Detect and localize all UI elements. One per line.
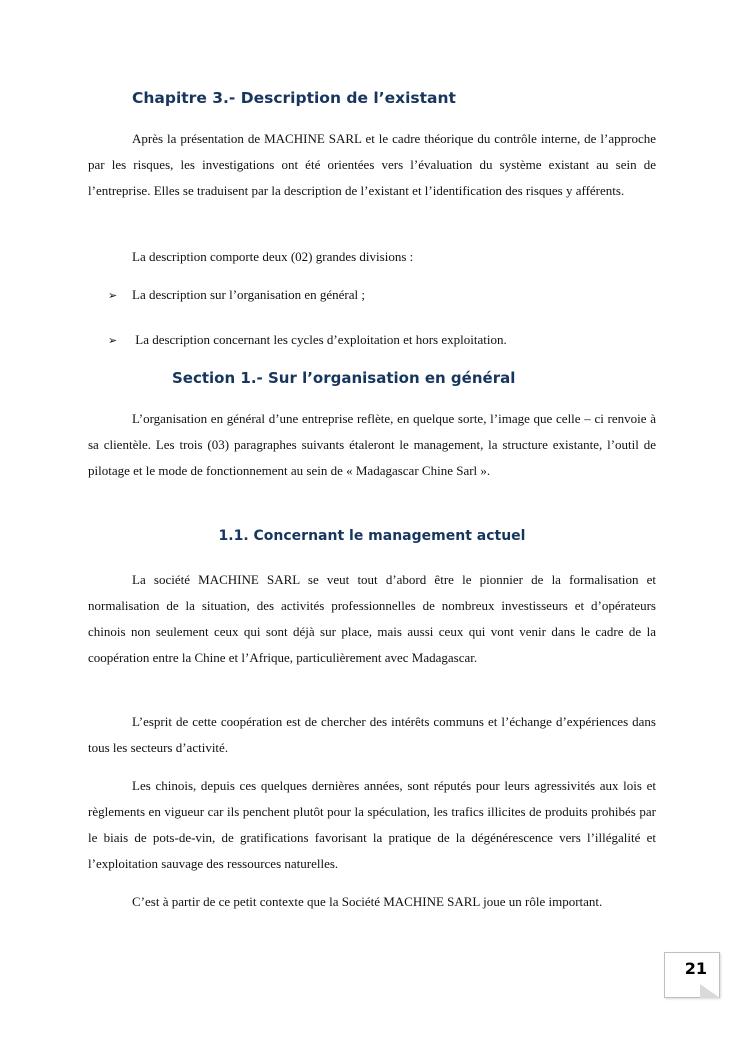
page-number: 21 (684, 959, 707, 978)
section-paragraph-1: L’organisation en général d’une entreprise reflète, en quelque sorte, l’image que celle – ci renvoie à sa clientèle. Les trois (03) paragraphes suivants étaleront le management, la structure existante, l’outil de pilotage et le mode de fonctionnement au sein de « Madagascar Chine Sarl ». (88, 411, 656, 478)
arrow-bullet-icon: ➢ (108, 289, 118, 302)
subsection-paragraph-2: L’esprit de cette coopération est de chercher des intérêts communs et l’échange d’expériences dans tous les secteurs d’activité. (88, 714, 656, 755)
intro-paragraph-2: La description comporte deux (02) grandes divisions : (132, 249, 414, 264)
page-number-box (664, 952, 720, 998)
bullet-item-2 (108, 332, 507, 348)
bullet-item-1 (108, 287, 365, 303)
bullet-item-1-text: La description sur l’organisation en général ; (132, 287, 365, 302)
subsection-paragraph-1: La société MACHINE SARL se veut tout d’abord être le pionnier de la formalisation et normalisation de la situation, des activités professionnelles de nombreux investisseurs et d’opérateurs chinois non seulement ceux qui sont déjà sur place, mais aussi ceux qui vont venir dans le cadre de la coopération entre la Chine et l’Afrique, particulièrement avec Madagascar. (88, 572, 656, 665)
arrow-bullet-icon: ➢ (108, 334, 118, 347)
chapter-title: Chapitre 3.- Description de l’existant (132, 89, 456, 107)
bullet-item-2-text: La description concernant les cycles d’exploitation et hors exploitation. (132, 332, 507, 347)
folded-corner-icon (700, 984, 720, 998)
subsection-paragraph-4: C’est à partir de ce petit contexte que la Société MACHINE SARL joue un rôle important. (132, 894, 603, 909)
intro-paragraph-1: Après la présentation de MACHINE SARL et le cadre théorique du contrôle interne, de l’approche par les risques, les investigations ont été orientées vers l’évaluation du système existant au sein de l’entreprise. Elles se traduisent par la description de l’existant et l’identification des risques y afférents. (88, 131, 656, 198)
subsection-title: 1.1. Concernant le management actuel (218, 528, 526, 544)
section-title: Section 1.- Sur l’organisation en général (172, 369, 516, 387)
subsection-paragraph-3: Les chinois, depuis ces quelques dernières années, sont réputés pour leurs agressivités aux lois et règlements en vigueur car ils penchent plutôt pour la spéculation, les trafics illicites de produits prohibés par le biais de pots-de-vin, de gratifications favorisant la pratique de la dégénérescence vers l’illégalité et l’exploitation sauvage des ressources naturelles. (88, 778, 656, 871)
